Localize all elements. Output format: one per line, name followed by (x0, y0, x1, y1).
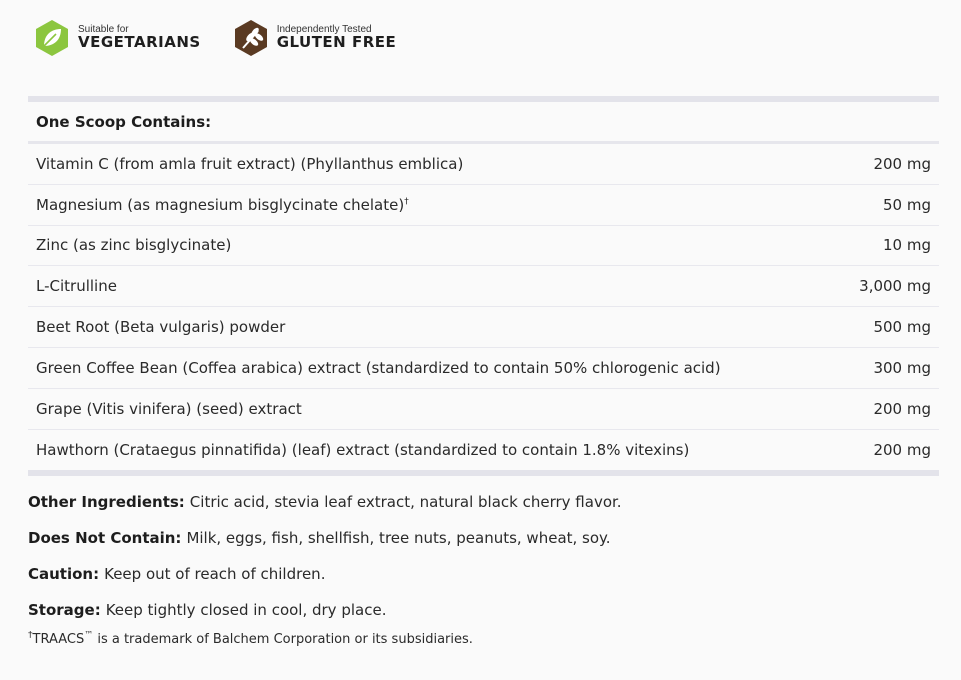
ingredient-name (36, 196, 409, 214)
table-row (28, 307, 939, 348)
ingredient-name: Grape (Vitis vinifera) (seed) extract (36, 399, 302, 418)
note-label: Caution: (28, 565, 100, 583)
ingredient-amount: 500 mg (873, 318, 931, 337)
note-label: Does Not Contain: (28, 529, 182, 547)
trademark-symbol: ™ (84, 630, 94, 641)
note-text: Keep out of reach of children. (104, 565, 326, 583)
ingredient-amount: 200 mg (873, 154, 931, 173)
caution (28, 556, 928, 592)
ingredient-name: Beet Root (Beta vulgaris) powder (36, 318, 286, 337)
note-text: Citric acid, stevia leaf extract, natural black cherry flavor. (189, 493, 622, 511)
other-ingredients (28, 484, 928, 520)
note-text: Keep tightly closed in cool, dry place. (105, 601, 387, 619)
table-row (28, 430, 939, 471)
table-row (28, 185, 939, 226)
dagger-mark: † (404, 196, 409, 207)
dagger-mark: † (28, 630, 33, 641)
ingredient-amount: 10 mg (883, 236, 931, 255)
table-row (28, 348, 939, 389)
vegetarian-badge (32, 18, 201, 58)
storage (28, 592, 928, 628)
table-row (28, 144, 939, 185)
ingredient-name: L-Citrulline (36, 277, 117, 296)
note-label: Other Ingredients: (28, 493, 185, 511)
badge-small-text: Suitable for (78, 23, 129, 35)
badge-big-text: GLUTEN FREE (276, 33, 397, 52)
wheat-icon (231, 18, 271, 58)
ingredient-amount: 50 mg (883, 195, 931, 214)
table-row (28, 266, 939, 307)
leaf-icon (32, 18, 72, 58)
ingredient-amount: 200 mg (873, 440, 931, 459)
gluten-free-badge (231, 18, 397, 58)
badge-small-text: Independently Tested (276, 23, 372, 35)
footnote-text: is a trademark of Balchem Corporation or its subsidiaries. (93, 632, 473, 647)
facts-heading: One Scoop Contains: (28, 102, 939, 144)
brand-name: TRAACS (32, 632, 85, 647)
note-text: Milk, eggs, fish, shellfish, tree nuts, peanuts, wheat, soy. (186, 529, 611, 547)
does-not-contain (28, 520, 928, 556)
product-notes (28, 484, 928, 647)
ingredient-name: Hawthorn (Crataegus pinnatifida) (leaf) extract (standardized to contain 1.8% vitexins) (36, 440, 690, 459)
ingredient-amount: 200 mg (873, 399, 931, 418)
table-row (28, 389, 939, 430)
ingredient-name: Green Coffee Bean (Coffea arabica) extract (standardized to contain 50% chlorogenic acid) (36, 358, 721, 377)
note-label: Storage: (28, 601, 101, 619)
badges (32, 18, 396, 58)
ingredient-name-text: Magnesium (as magnesium bisglycinate chelate) (36, 195, 405, 214)
ingredient-name: Vitamin C (from amla fruit extract) (Phyllanthus emblica) (36, 154, 464, 173)
supplement-facts-table (28, 96, 939, 476)
ingredient-amount: 3,000 mg (859, 277, 931, 296)
badge-big-text: VEGETARIANS (78, 33, 201, 52)
ingredient-amount: 300 mg (873, 358, 931, 377)
ingredient-name: Zinc (as zinc bisglycinate) (36, 236, 232, 255)
trademark-footnote (28, 632, 928, 647)
table-row (28, 226, 939, 267)
